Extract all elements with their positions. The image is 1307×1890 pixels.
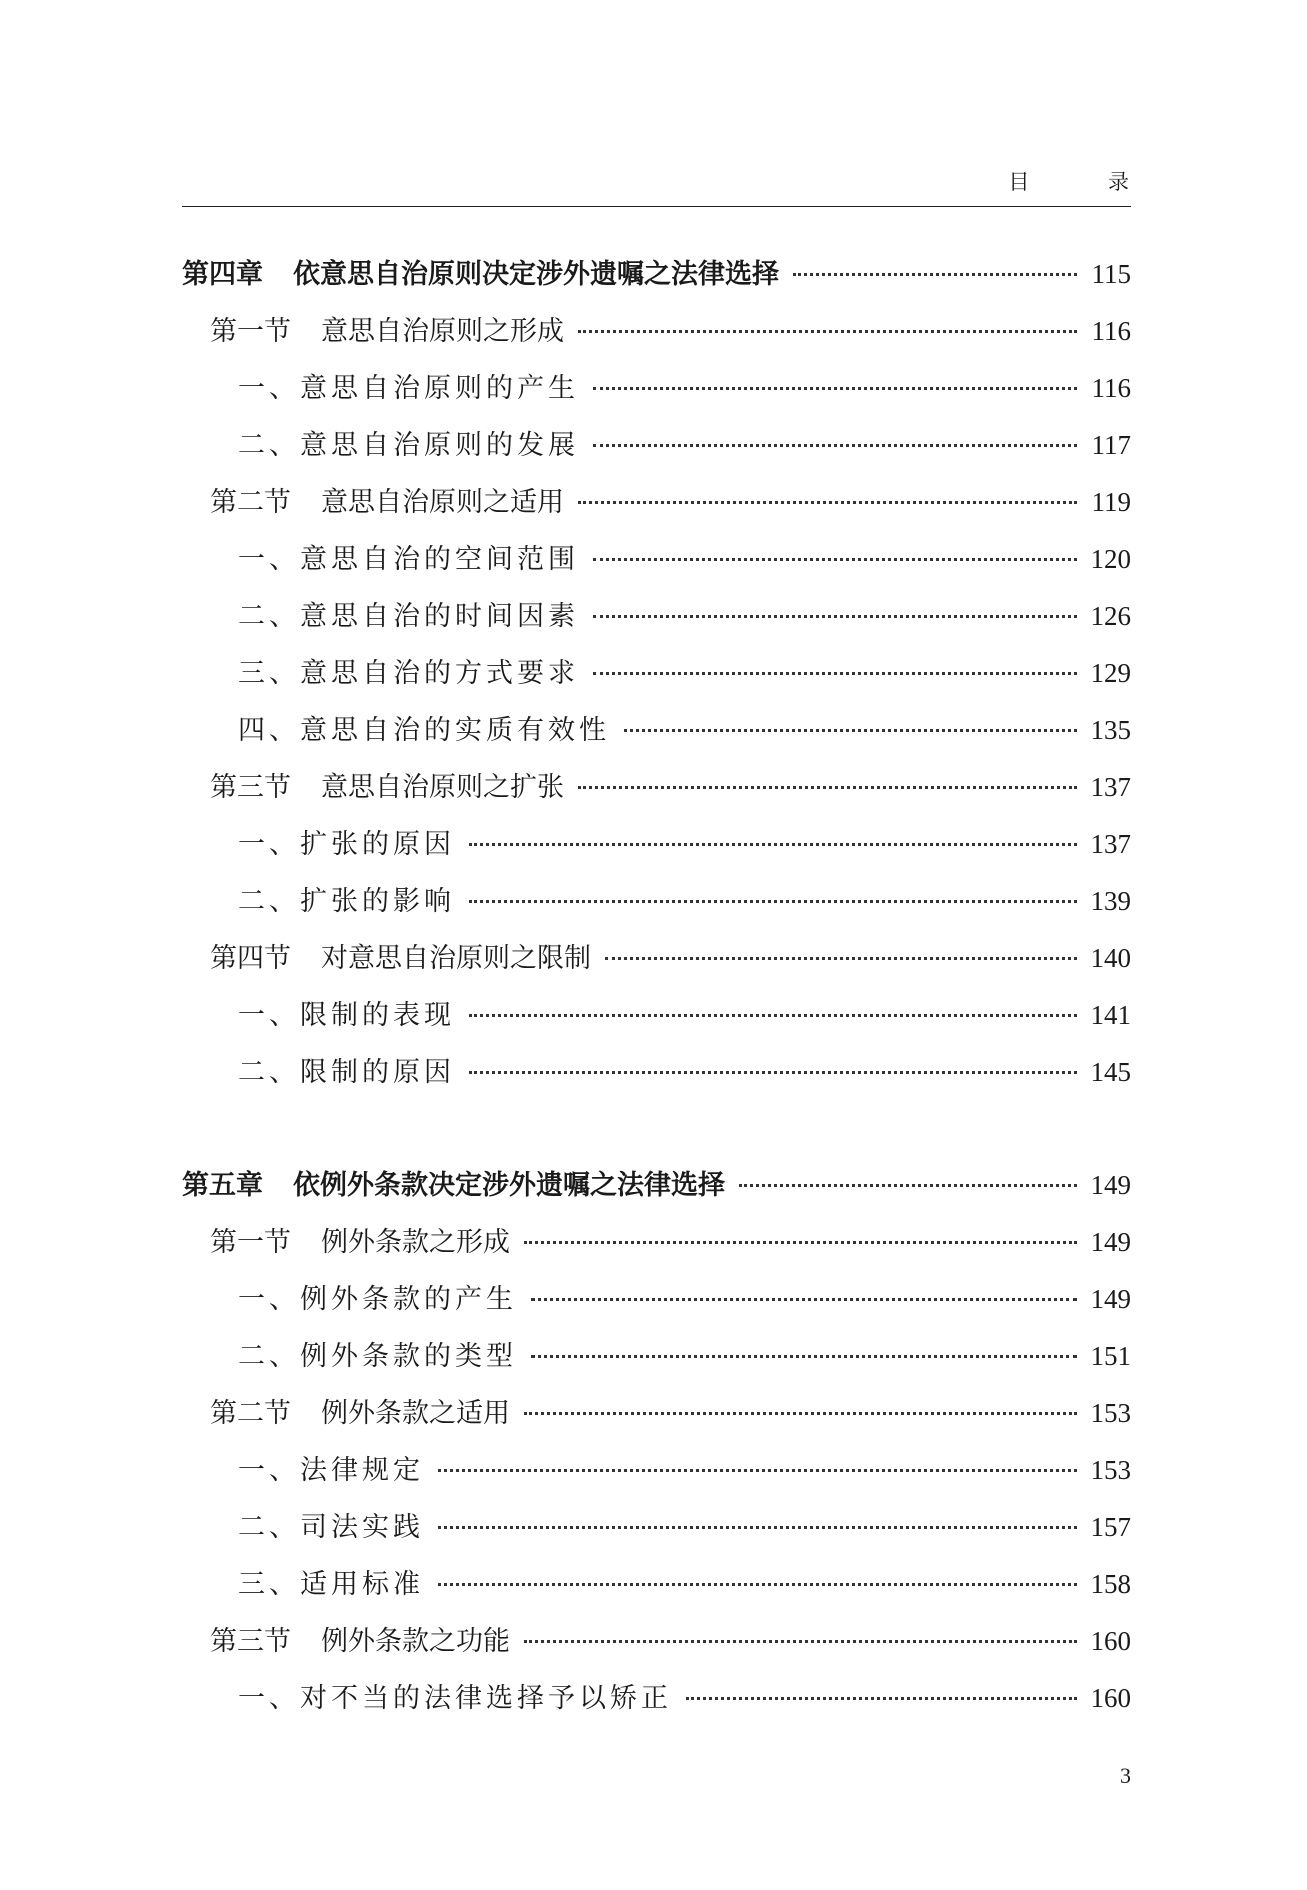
toc-section-entry[interactable] — [182, 1619, 1131, 1676]
toc-item-entry-title: 限制的原因 — [300, 1057, 455, 1088]
toc-item-entry-page: 139 — [1090, 886, 1131, 916]
toc-section-entry-title: 对意思自治原则之限制 — [321, 943, 591, 974]
toc-item-entry-page: 158 — [1090, 1569, 1131, 1599]
toc-item-entry[interactable] — [182, 1676, 1131, 1733]
toc-item-entry[interactable] — [182, 1562, 1131, 1619]
dot-leader — [578, 786, 1077, 789]
toc-item-entry-number: 一、 — [238, 829, 300, 860]
chapter-spacer — [182, 1107, 1131, 1163]
toc-item-entry-page: 120 — [1090, 544, 1131, 574]
toc-item-entry-page: 151 — [1090, 1341, 1131, 1371]
toc-item-entry[interactable] — [182, 1277, 1131, 1334]
toc-chapter-entry[interactable] — [182, 252, 1131, 309]
dot-leader — [593, 672, 1077, 675]
toc-section-entry-title: 例外条款之形成 — [321, 1227, 510, 1258]
toc-section-entry-number: 第一节 — [210, 1227, 291, 1258]
toc-item-entry[interactable] — [182, 1448, 1131, 1505]
toc-item-entry-title: 例外条款的产生 — [300, 1284, 517, 1315]
dot-leader — [605, 957, 1077, 960]
toc-section-entry-page: 137 — [1090, 772, 1131, 802]
toc-section-entry-title: 意思自治原则之形成 — [321, 316, 564, 347]
dot-leader — [593, 444, 1077, 447]
toc-item-entry-page: 157 — [1090, 1512, 1131, 1542]
toc-item-entry-number: 三、 — [238, 1569, 300, 1600]
toc-item-entry-number: 一、 — [238, 544, 300, 575]
toc-item-entry-number: 二、 — [238, 1512, 300, 1543]
toc-item-entry-number: 四、 — [238, 715, 300, 746]
dot-leader — [578, 330, 1077, 333]
dot-leader — [469, 1071, 1077, 1074]
toc-item-entry[interactable] — [182, 651, 1131, 708]
toc-item-entry-title: 意思自治的实质有效性 — [300, 715, 610, 746]
dot-leader — [593, 615, 1077, 618]
toc-chapter-entry-title: 依意思自治原则决定涉外遗嘱之法律选择 — [293, 259, 779, 290]
dot-leader — [624, 729, 1077, 732]
toc-item-entry-page: 145 — [1090, 1057, 1131, 1087]
dot-leader — [524, 1640, 1077, 1643]
toc-chapter-entry-page: 149 — [1090, 1170, 1131, 1200]
toc-item-entry[interactable] — [182, 879, 1131, 936]
toc-item-entry-title: 司法实践 — [300, 1512, 424, 1543]
toc-item-entry[interactable] — [182, 1334, 1131, 1391]
dot-leader — [793, 273, 1077, 276]
toc-item-entry[interactable] — [182, 993, 1131, 1050]
toc-item-entry-page: 141 — [1090, 1000, 1131, 1030]
toc-section-entry-title: 意思自治原则之适用 — [321, 487, 564, 518]
toc-section-entry-number: 第三节 — [210, 772, 291, 803]
toc-item-entry-number: 二、 — [238, 1057, 300, 1088]
dot-leader — [531, 1355, 1077, 1358]
toc-section-entry[interactable] — [182, 1220, 1131, 1277]
toc-item-entry-title: 对不当的法律选择予以矫正 — [300, 1683, 672, 1714]
toc-section-entry[interactable] — [182, 480, 1131, 537]
table-of-contents — [182, 252, 1131, 1733]
dot-leader — [578, 501, 1077, 504]
toc-item-entry[interactable] — [182, 1050, 1131, 1107]
toc-section-entry-title: 例外条款之功能 — [321, 1626, 510, 1657]
toc-section-entry[interactable] — [182, 936, 1131, 993]
toc-item-entry-number: 一、 — [238, 1284, 300, 1315]
toc-section-entry-number: 第二节 — [210, 1398, 291, 1429]
toc-section-entry[interactable] — [182, 765, 1131, 822]
toc-item-entry[interactable] — [182, 708, 1131, 765]
toc-chapter-entry-number: 第四章 — [182, 259, 263, 290]
dot-leader — [469, 900, 1077, 903]
toc-item-entry-number: 一、 — [238, 1455, 300, 1486]
toc-item-entry-title: 意思自治原则的产生 — [300, 373, 579, 404]
dot-leader — [438, 1583, 1077, 1586]
dot-leader — [593, 558, 1077, 561]
toc-item-entry-page: 116 — [1091, 373, 1131, 403]
toc-item-entry-number: 二、 — [238, 601, 300, 632]
dot-leader — [524, 1412, 1077, 1415]
toc-item-entry-title: 意思自治的时间因素 — [300, 601, 579, 632]
toc-item-entry[interactable] — [182, 1505, 1131, 1562]
toc-item-entry-title: 适用标准 — [300, 1569, 424, 1600]
dot-leader — [469, 1014, 1077, 1017]
toc-item-entry[interactable] — [182, 537, 1131, 594]
toc-item-entry-number: 二、 — [238, 886, 300, 917]
toc-item-entry[interactable] — [182, 822, 1131, 879]
dot-leader — [593, 387, 1077, 390]
header-title: 目 录 — [1008, 170, 1165, 194]
toc-item-entry-title: 意思自治的方式要求 — [300, 658, 579, 689]
toc-section-entry-page: 140 — [1090, 943, 1131, 973]
toc-chapter-entry-page: 115 — [1091, 259, 1131, 289]
toc-section-entry-number: 第一节 — [210, 316, 291, 347]
toc-item-entry-title: 扩张的原因 — [300, 829, 455, 860]
toc-item-entry-title: 法律规定 — [300, 1455, 424, 1486]
dot-leader — [524, 1241, 1077, 1244]
page-number: 3 — [1120, 1763, 1131, 1788]
toc-section-entry-page: 119 — [1091, 487, 1131, 517]
toc-section-entry[interactable] — [182, 309, 1131, 366]
toc-item-entry[interactable] — [182, 423, 1131, 480]
toc-item-entry-number: 二、 — [238, 430, 300, 461]
toc-chapter-entry-title: 依例外条款决定涉外遗嘱之法律选择 — [293, 1170, 725, 1201]
toc-chapter-entry-number: 第五章 — [182, 1170, 263, 1201]
toc-section-entry-page: 149 — [1090, 1227, 1131, 1257]
dot-leader — [531, 1298, 1077, 1301]
toc-item-entry-page: 117 — [1091, 430, 1131, 460]
toc-section-entry-number: 第三节 — [210, 1626, 291, 1657]
toc-item-entry-title: 例外条款的类型 — [300, 1341, 517, 1372]
toc-item-entry-number: 一、 — [238, 373, 300, 404]
toc-chapter-entry[interactable] — [182, 1163, 1131, 1220]
toc-item-entry-page: 126 — [1090, 601, 1131, 631]
dot-leader — [739, 1184, 1077, 1187]
toc-item-entry[interactable] — [182, 366, 1131, 423]
toc-item-entry-page: 135 — [1090, 715, 1131, 745]
toc-section-entry-page: 116 — [1091, 316, 1131, 346]
toc-item-entry-page: 160 — [1090, 1683, 1131, 1713]
toc-section-entry-page: 153 — [1090, 1398, 1131, 1428]
toc-item-entry-title: 意思自治原则的发展 — [300, 430, 579, 461]
toc-item-entry-number: 一、 — [238, 1683, 300, 1714]
dot-leader — [469, 843, 1077, 846]
toc-section-entry-page: 160 — [1090, 1626, 1131, 1656]
toc-section-entry-number: 第四节 — [210, 943, 291, 974]
toc-item-entry-number: 二、 — [238, 1341, 300, 1372]
toc-section-entry-number: 第二节 — [210, 487, 291, 518]
dot-leader — [686, 1697, 1077, 1700]
toc-section-entry-title: 例外条款之适用 — [321, 1398, 510, 1429]
toc-item-entry-page: 137 — [1090, 829, 1131, 859]
toc-item-entry-title: 意思自治的空间范围 — [300, 544, 579, 575]
toc-item-entry-number: 三、 — [238, 658, 300, 689]
toc-item-entry-number: 一、 — [238, 1000, 300, 1031]
toc-item-entry-page: 153 — [1090, 1455, 1131, 1485]
running-header — [182, 160, 1165, 207]
toc-section-entry[interactable] — [182, 1391, 1131, 1448]
toc-item-entry-title: 限制的表现 — [300, 1000, 455, 1031]
dot-leader — [438, 1469, 1077, 1472]
toc-item-entry[interactable] — [182, 594, 1131, 651]
dot-leader — [438, 1526, 1077, 1529]
toc-section-entry-title: 意思自治原则之扩张 — [321, 772, 564, 803]
toc-item-entry-title: 扩张的影响 — [300, 886, 455, 917]
toc-item-entry-page: 149 — [1090, 1284, 1131, 1314]
toc-item-entry-page: 129 — [1090, 658, 1131, 688]
